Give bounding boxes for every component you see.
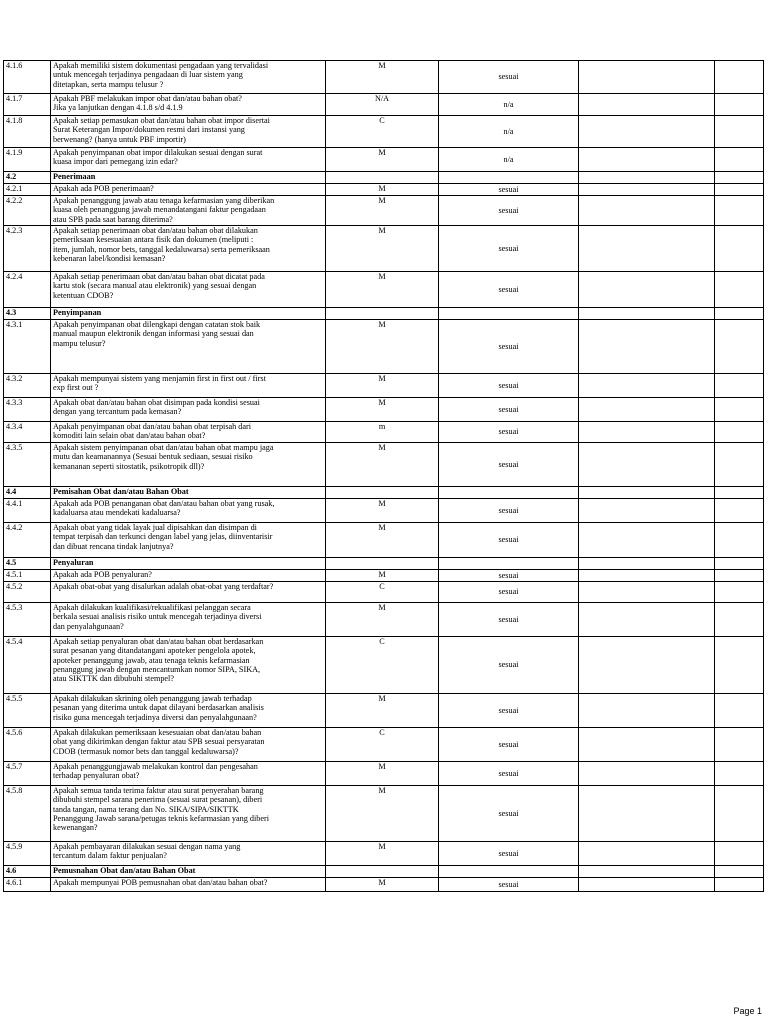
item-number: 4.2.4 [4, 272, 51, 308]
item-category: M [326, 443, 439, 487]
table-row [4, 94, 764, 116]
table-row [4, 272, 764, 308]
item-number: 4.4 [4, 487, 51, 499]
item-status: sesuai [439, 842, 579, 866]
item-extra [715, 196, 764, 226]
table-row [4, 196, 764, 226]
item-extra [715, 172, 764, 184]
item-question: Apakah ada POB penanganan obat dan/atau bahan obat yang rusak, kadaluarsa atau mendekati kadaluarsa? [51, 499, 326, 523]
item-category: M [326, 196, 439, 226]
item-extra [715, 570, 764, 582]
item-number: 4.5.7 [4, 762, 51, 786]
item-question: Apakah penanggungjawab melakukan kontrol dan pengesahan terhadap penyaluran obat? [51, 762, 326, 786]
item-notes [579, 196, 715, 226]
item-question: Apakah setiap pemasukan obat dan/atau bahan obat impor disertai Surat Keterangan Impor/dokumen resmi dari instansi yang berwenang? (hanya untuk PBF importir) [51, 116, 326, 148]
item-extra [715, 487, 764, 499]
item-number: 4.2.3 [4, 226, 51, 272]
item-extra [715, 762, 764, 786]
item-category: M [326, 762, 439, 786]
item-status: sesuai [439, 582, 579, 603]
item-status: sesuai [439, 422, 579, 443]
item-category [326, 866, 439, 878]
item-category: M [326, 523, 439, 558]
table-row [4, 603, 764, 637]
item-status: sesuai [439, 320, 579, 374]
item-number: 4.5.9 [4, 842, 51, 866]
item-category: N/A [326, 94, 439, 116]
item-category: C [326, 582, 439, 603]
item-notes [579, 499, 715, 523]
item-number: 4.5.6 [4, 728, 51, 762]
item-category [326, 308, 439, 320]
table-row [4, 499, 764, 523]
item-question: Pemusnahan Obat dan/atau Bahan Obat [51, 866, 326, 878]
item-number: 4.5 [4, 558, 51, 570]
item-category [326, 172, 439, 184]
item-category: M [326, 320, 439, 374]
item-question: Penerimaan [51, 172, 326, 184]
item-extra [715, 94, 764, 116]
item-notes [579, 184, 715, 196]
item-extra [715, 694, 764, 728]
item-number: 4.1.8 [4, 116, 51, 148]
section-row [4, 308, 764, 320]
item-extra [715, 272, 764, 308]
item-status [439, 558, 579, 570]
item-notes [579, 308, 715, 320]
item-notes [579, 272, 715, 308]
item-notes [579, 637, 715, 694]
table-row [4, 116, 764, 148]
item-question: Apakah obat yang tidak layak jual dipisahkan dan disimpan di tempat terpisah dan terkunci dengan label yang jelas, diinventarisir dan dibuat rencana tindak lanjutnya? [51, 523, 326, 558]
item-number: 4.2.2 [4, 196, 51, 226]
item-notes [579, 762, 715, 786]
item-status [439, 866, 579, 878]
table-row [4, 582, 764, 603]
item-number: 4.1.9 [4, 148, 51, 172]
item-category: M [326, 603, 439, 637]
item-status [439, 487, 579, 499]
item-question: Penyaluran [51, 558, 326, 570]
item-question: Apakah penanggung jawab atau tenaga kefarmasian yang diberikan kuasa oleh penanggung jawab menandatangani faktur pengadaan atau SPB pada saat barang diterima? [51, 196, 326, 226]
item-status: sesuai [439, 443, 579, 487]
item-extra [715, 728, 764, 762]
table-row [4, 226, 764, 272]
item-question: Apakah semua tanda terima faktur atau surat penyerahan barang dibubuhi stempel sarana penerima (sesuai surat pesanan), diberi tanda tangan, nama terang dan No. SIKA/SIPA/SIKTTK Penanggung Jawab sarana/petugas teknis kefarmasian yang diberi kewenangan? [51, 786, 326, 842]
item-notes [579, 728, 715, 762]
item-extra [715, 148, 764, 172]
item-notes [579, 374, 715, 398]
item-extra [715, 603, 764, 637]
item-question: Apakah obat-obat yang disalurkan adalah obat-obat yang terdaftar? [51, 582, 326, 603]
item-category: C [326, 637, 439, 694]
item-extra [715, 116, 764, 148]
item-question: Pemisahan Obat dan/atau Bahan Obat [51, 487, 326, 499]
table-row [4, 637, 764, 694]
item-category: C [326, 116, 439, 148]
table-row [4, 842, 764, 866]
table-row [4, 320, 764, 374]
item-status [439, 172, 579, 184]
item-notes [579, 487, 715, 499]
item-extra [715, 61, 764, 94]
item-question: Apakah penyimpanan obat dan/atau bahan obat terpisah dari komoditi lain selain obat dan/atau bahan obat? [51, 422, 326, 443]
table-row [4, 148, 764, 172]
item-status: sesuai [439, 728, 579, 762]
item-question: Apakah penyimpanan obat impor dilakukan sesuai dengan surat kuasa impor dari pemegang izin edar? [51, 148, 326, 172]
table-row [4, 422, 764, 443]
item-notes [579, 866, 715, 878]
item-number: 4.5.5 [4, 694, 51, 728]
item-notes [579, 320, 715, 374]
checklist-table-body [4, 61, 764, 892]
item-question: Apakah penyimpanan obat dilengkapi dengan catatan stok baik manual maupun elektronik dengan informasi yang sesuai dan mampu telusur? [51, 320, 326, 374]
item-number: 4.3.3 [4, 398, 51, 422]
item-number: 4.5.1 [4, 570, 51, 582]
table-row [4, 61, 764, 94]
item-question: Apakah ada POB penyaluran? [51, 570, 326, 582]
item-status: sesuai [439, 184, 579, 196]
item-number: 4.5.8 [4, 786, 51, 842]
section-row [4, 172, 764, 184]
item-extra [715, 320, 764, 374]
item-status: sesuai [439, 374, 579, 398]
item-status [439, 308, 579, 320]
item-extra [715, 226, 764, 272]
item-status: n/a [439, 148, 579, 172]
item-category: M [326, 272, 439, 308]
item-number: 4.1.6 [4, 61, 51, 94]
item-extra [715, 184, 764, 196]
item-status: sesuai [439, 196, 579, 226]
item-category: M [326, 570, 439, 582]
item-notes [579, 398, 715, 422]
item-extra [715, 398, 764, 422]
table-row [4, 786, 764, 842]
item-number: 4.3.2 [4, 374, 51, 398]
item-extra [715, 523, 764, 558]
item-question: Apakah ada POB penerimaan? [51, 184, 326, 196]
item-notes [579, 94, 715, 116]
item-number: 4.5.2 [4, 582, 51, 603]
item-notes [579, 570, 715, 582]
item-status: n/a [439, 94, 579, 116]
item-number: 4.1.7 [4, 94, 51, 116]
item-category [326, 487, 439, 499]
item-category [326, 558, 439, 570]
item-notes [579, 172, 715, 184]
item-question: Apakah obat dan/atau bahan obat disimpan pada kondisi sesuai dengan yang tercantum pada kemasan? [51, 398, 326, 422]
item-question: Apakah memiliki sistem dokumentasi pengadaan yang tervalidasi untuk mencegah terjadinya pengadaan di luar sistem yang ditetapkan, serta mampu telusur ? [51, 61, 326, 94]
table-row [4, 728, 764, 762]
item-number: 4.6.1 [4, 878, 51, 892]
item-status: sesuai [439, 570, 579, 582]
item-notes [579, 422, 715, 443]
item-extra [715, 499, 764, 523]
item-extra [715, 582, 764, 603]
table-row [4, 570, 764, 582]
item-extra [715, 308, 764, 320]
item-notes [579, 558, 715, 570]
item-question: Apakah setiap penyaluran obat dan/atau bahan obat berdasarkan surat pesanan yang ditandatangani apoteker pengelola apotek, apoteker penanggung jawab, atau tenaga teknis kefarmasian penanggung jawab dengan mencantumkan nomor SIPA, SIKA, atau SIKTTK dan dibubuhi stempel? [51, 637, 326, 694]
item-notes [579, 61, 715, 94]
item-number: 4.3.1 [4, 320, 51, 374]
item-notes [579, 842, 715, 866]
item-question: Apakah dilakukan kualifikasi/rekualifikasi pelanggan secara berkala sesuai analisis risiko untuk mencegah terjadinya diversi dan penyalahgunaan? [51, 603, 326, 637]
item-category: C [326, 728, 439, 762]
item-category: M [326, 694, 439, 728]
item-notes [579, 878, 715, 892]
item-question: Apakah sistem penyimpanan obat dan/atau bahan obat mampu jaga mutu dan keamanannya (Sesuai bentuk sediaan, sesuai risiko kemananan seperti sitostatik, psikotropik dll)? [51, 443, 326, 487]
item-extra [715, 443, 764, 487]
item-extra [715, 866, 764, 878]
item-extra [715, 878, 764, 892]
table-row [4, 878, 764, 892]
section-row [4, 558, 764, 570]
item-extra [715, 637, 764, 694]
item-notes [579, 582, 715, 603]
item-status: sesuai [439, 226, 579, 272]
table-row [4, 398, 764, 422]
item-notes [579, 226, 715, 272]
item-notes [579, 116, 715, 148]
item-question: Apakah dilakukan pemeriksaan kesesuaian obat dan/atau bahan obat yang dikirimkan dengan faktur atau SPB sesuai persyaratan CDOB (termasuk nomor bets dan tanggal kedaluwarsa)? [51, 728, 326, 762]
item-status: sesuai [439, 61, 579, 94]
item-status: sesuai [439, 398, 579, 422]
item-status: sesuai [439, 637, 579, 694]
item-extra [715, 786, 764, 842]
item-status: sesuai [439, 694, 579, 728]
item-number: 4.5.4 [4, 637, 51, 694]
item-status: sesuai [439, 499, 579, 523]
item-status: sesuai [439, 523, 579, 558]
item-number: 4.3.4 [4, 422, 51, 443]
item-status: sesuai [439, 762, 579, 786]
item-category: M [326, 398, 439, 422]
item-category: M [326, 786, 439, 842]
item-category: M [326, 842, 439, 866]
item-number: 4.2 [4, 172, 51, 184]
item-number: 4.2.1 [4, 184, 51, 196]
item-notes [579, 603, 715, 637]
table-row [4, 374, 764, 398]
item-notes [579, 786, 715, 842]
item-number: 4.4.1 [4, 499, 51, 523]
item-question: Apakah setiap penerimaan obat dan/atau bahan obat dilakukan pemeriksaan kesesuaian antara fisik dan dokumen (meliputi : item, jumlah, nomor bets, tanggal kedaluwarsa) serta pemeriksaan kebenaran label/kondisi kemasan? [51, 226, 326, 272]
item-extra [715, 422, 764, 443]
table-row [4, 762, 764, 786]
item-question: Apakah dilakukan skrining oleh penanggung jawab terhadap pesanan yang diterima untuk dapat dilayani berdasarkan analisis risiko guna mencegah terjadinya diversi dan penyalahgunaan? [51, 694, 326, 728]
item-number: 4.5.3 [4, 603, 51, 637]
page-number: Page 1 [733, 1006, 762, 1016]
section-row [4, 487, 764, 499]
item-category: M [326, 148, 439, 172]
item-notes [579, 443, 715, 487]
item-notes [579, 523, 715, 558]
table-row [4, 443, 764, 487]
item-status: sesuai [439, 786, 579, 842]
item-status: sesuai [439, 272, 579, 308]
section-row [4, 866, 764, 878]
item-number: 4.6 [4, 866, 51, 878]
item-question: Penyimpanan [51, 308, 326, 320]
table-row [4, 694, 764, 728]
item-category: M [326, 184, 439, 196]
item-category: M [326, 878, 439, 892]
item-category: M [326, 499, 439, 523]
item-notes [579, 148, 715, 172]
table-row [4, 523, 764, 558]
item-question: Apakah mempunyai sistem yang menjamin first in first out / first exp first out ? [51, 374, 326, 398]
item-question: Apakah PBF melakukan impor obat dan/atau bahan obat? Jika ya lanjutkan dengan 4.1.8 s/d 4.1.9 [51, 94, 326, 116]
item-question: Apakah mempunyai POB pemusnahan obat dan/atau bahan obat? [51, 878, 326, 892]
item-extra [715, 374, 764, 398]
item-number: 4.3.5 [4, 443, 51, 487]
item-notes [579, 694, 715, 728]
item-number: 4.4.2 [4, 523, 51, 558]
item-category: M [326, 226, 439, 272]
item-extra [715, 558, 764, 570]
item-status: n/a [439, 116, 579, 148]
item-status: sesuai [439, 603, 579, 637]
item-category: M [326, 61, 439, 94]
item-category: m [326, 422, 439, 443]
item-extra [715, 842, 764, 866]
item-number: 4.3 [4, 308, 51, 320]
item-status: sesuai [439, 878, 579, 892]
item-category: M [326, 374, 439, 398]
item-question: Apakah pembayaran dilakukan sesuai dengan nama yang tercantum dalam faktur penjualan? [51, 842, 326, 866]
table-row [4, 184, 764, 196]
item-question: Apakah setiap penerimaan obat dan/atau bahan obat dicatat pada kartu stok (secara manual atau elektronik) yang sesuai dengan ketentuan CDOB? [51, 272, 326, 308]
checklist-table [3, 60, 764, 892]
